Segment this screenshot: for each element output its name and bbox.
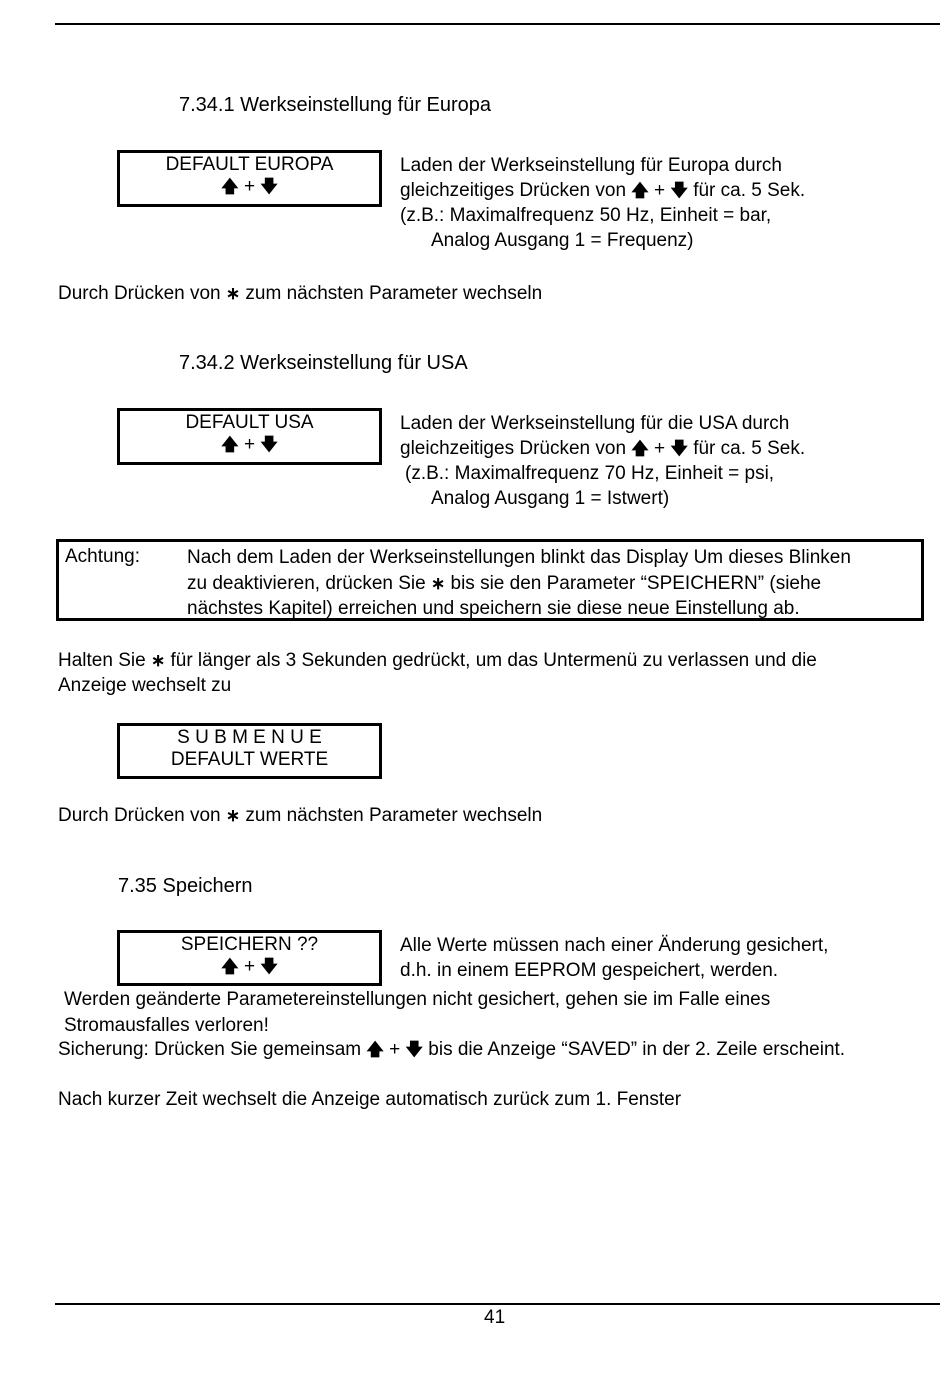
page-number: 41 <box>484 1307 506 1328</box>
desc-line: (z.B.: Maximalfrequenz 70 Hz, Einheit = psi, <box>405 463 775 484</box>
arrow-up-icon: 🡅 <box>366 1040 384 1059</box>
bottom-rule <box>55 1303 940 1305</box>
desc-line: Alle Werte müssen nach einer Änderung gesichert, <box>400 935 829 956</box>
desc-line: Laden der Werkseinstellung für Europa durch <box>400 155 782 176</box>
display-default-europa <box>117 150 382 207</box>
warning-line: zu deaktivieren, drücken Sie ∗ bis sie den Parameter “SPEICHERN” (siehe <box>187 572 822 594</box>
arrow-down-icon: 🡇 <box>670 181 688 200</box>
plus-sign: + <box>243 956 256 977</box>
section-heading-7-35: 7.35 Speichern <box>118 875 253 897</box>
display-line-1: S U B M E N U E <box>177 727 322 748</box>
star-icon: ∗ <box>150 651 166 670</box>
display-line-1: SPEICHERN ?? <box>180 934 319 955</box>
display-line-2 <box>120 176 379 198</box>
next-parameter-hint: Durch Drücken von ∗ zum nächsten Parameter wechseln <box>58 805 543 826</box>
plus-sign: + <box>243 434 256 455</box>
display-line-2 <box>120 956 379 978</box>
arrow-down-icon: 🡇 <box>670 439 688 458</box>
desc-line: gleichzeitiges Drücken von 🡅 + 🡇 für ca. 5 Sek. <box>400 180 806 201</box>
desc-line: (z.B.: Maximalfrequenz 50 Hz, Einheit = bar, <box>400 205 772 226</box>
desc-line: Laden der Werkseinstellung für die USA durch <box>400 413 790 434</box>
description-speichern <box>400 933 828 983</box>
arrow-up-icon: 🡅 <box>631 181 649 200</box>
display-line-1: DEFAULT EUROPA <box>165 154 334 175</box>
arrow-up-icon: 🡅 <box>221 177 239 196</box>
next-parameter-hint: Durch Drücken von ∗ zum nächsten Parameter wechseln <box>58 283 543 304</box>
star-icon: ∗ <box>225 806 241 825</box>
arrow-up-icon: 🡅 <box>221 957 239 976</box>
arrow-down-icon: 🡇 <box>405 1040 423 1059</box>
paragraph-line: Stromausfalles verloren! <box>64 1015 269 1036</box>
desc-line: d.h. in einem EEPROM gespeichert, werden. <box>400 960 779 981</box>
description-usa <box>400 411 805 511</box>
arrow-up-icon: 🡅 <box>221 435 239 454</box>
section-heading-7-34-1: 7.34.1 Werkseinstellung für Europa <box>179 94 492 116</box>
warning-label: Achtung: <box>65 546 140 567</box>
arrow-down-icon: 🡇 <box>260 957 278 976</box>
display-default-usa <box>117 408 382 465</box>
display-line-2: DEFAULT WERTE <box>170 749 329 770</box>
top-rule <box>55 23 940 25</box>
arrow-up-icon: 🡅 <box>631 439 649 458</box>
save-instruction: Sicherung: Drücken Sie gemeinsam 🡅 + 🡇 bis die Anzeige “SAVED” in der 2. Zeile erscheint. <box>58 1039 846 1060</box>
warning-box <box>56 539 924 621</box>
star-icon: ∗ <box>430 573 446 593</box>
hold-line: Halten Sie ∗ für länger als 3 Sekunden gedrückt, um das Untermenü zu verlassen und die <box>58 650 817 671</box>
star-icon: ∗ <box>225 284 241 303</box>
display-submenu <box>117 723 382 779</box>
warning-text <box>187 545 851 622</box>
hold-instruction <box>58 648 817 698</box>
warning-line: nächstes Kapitel) erreichen und speichern sie diese neue Einstellung ab. <box>187 598 800 619</box>
warning-line: Nach dem Laden der Werkseinstellungen blinkt das Display Um dieses Blinken <box>187 547 851 568</box>
plus-sign: + <box>243 176 256 197</box>
arrow-down-icon: 🡇 <box>260 177 278 196</box>
desc-line: Analog Ausgang 1 = Istwert) <box>431 488 670 509</box>
final-note: Nach kurzer Zeit wechselt die Anzeige automatisch zurück zum 1. Fenster <box>58 1089 682 1110</box>
description-europa <box>400 153 805 253</box>
display-speichern <box>117 930 382 986</box>
hold-line: Anzeige wechselt zu <box>58 675 232 696</box>
section-heading-7-34-2: 7.34.2 Werkseinstellung für USA <box>179 352 468 374</box>
desc-line: Analog Ausgang 1 = Frequenz) <box>431 230 694 251</box>
arrow-down-icon: 🡇 <box>260 435 278 454</box>
desc-line: gleichzeitiges Drücken von 🡅 + 🡇 für ca. 5 Sek. <box>400 438 806 459</box>
display-line-2 <box>120 434 379 456</box>
save-warning-paragraph <box>64 987 770 1039</box>
paragraph-line: Werden geänderte Parametereinstellungen nicht gesichert, gehen sie im Falle eines <box>64 989 771 1010</box>
display-line-1: DEFAULT USA <box>185 412 314 433</box>
